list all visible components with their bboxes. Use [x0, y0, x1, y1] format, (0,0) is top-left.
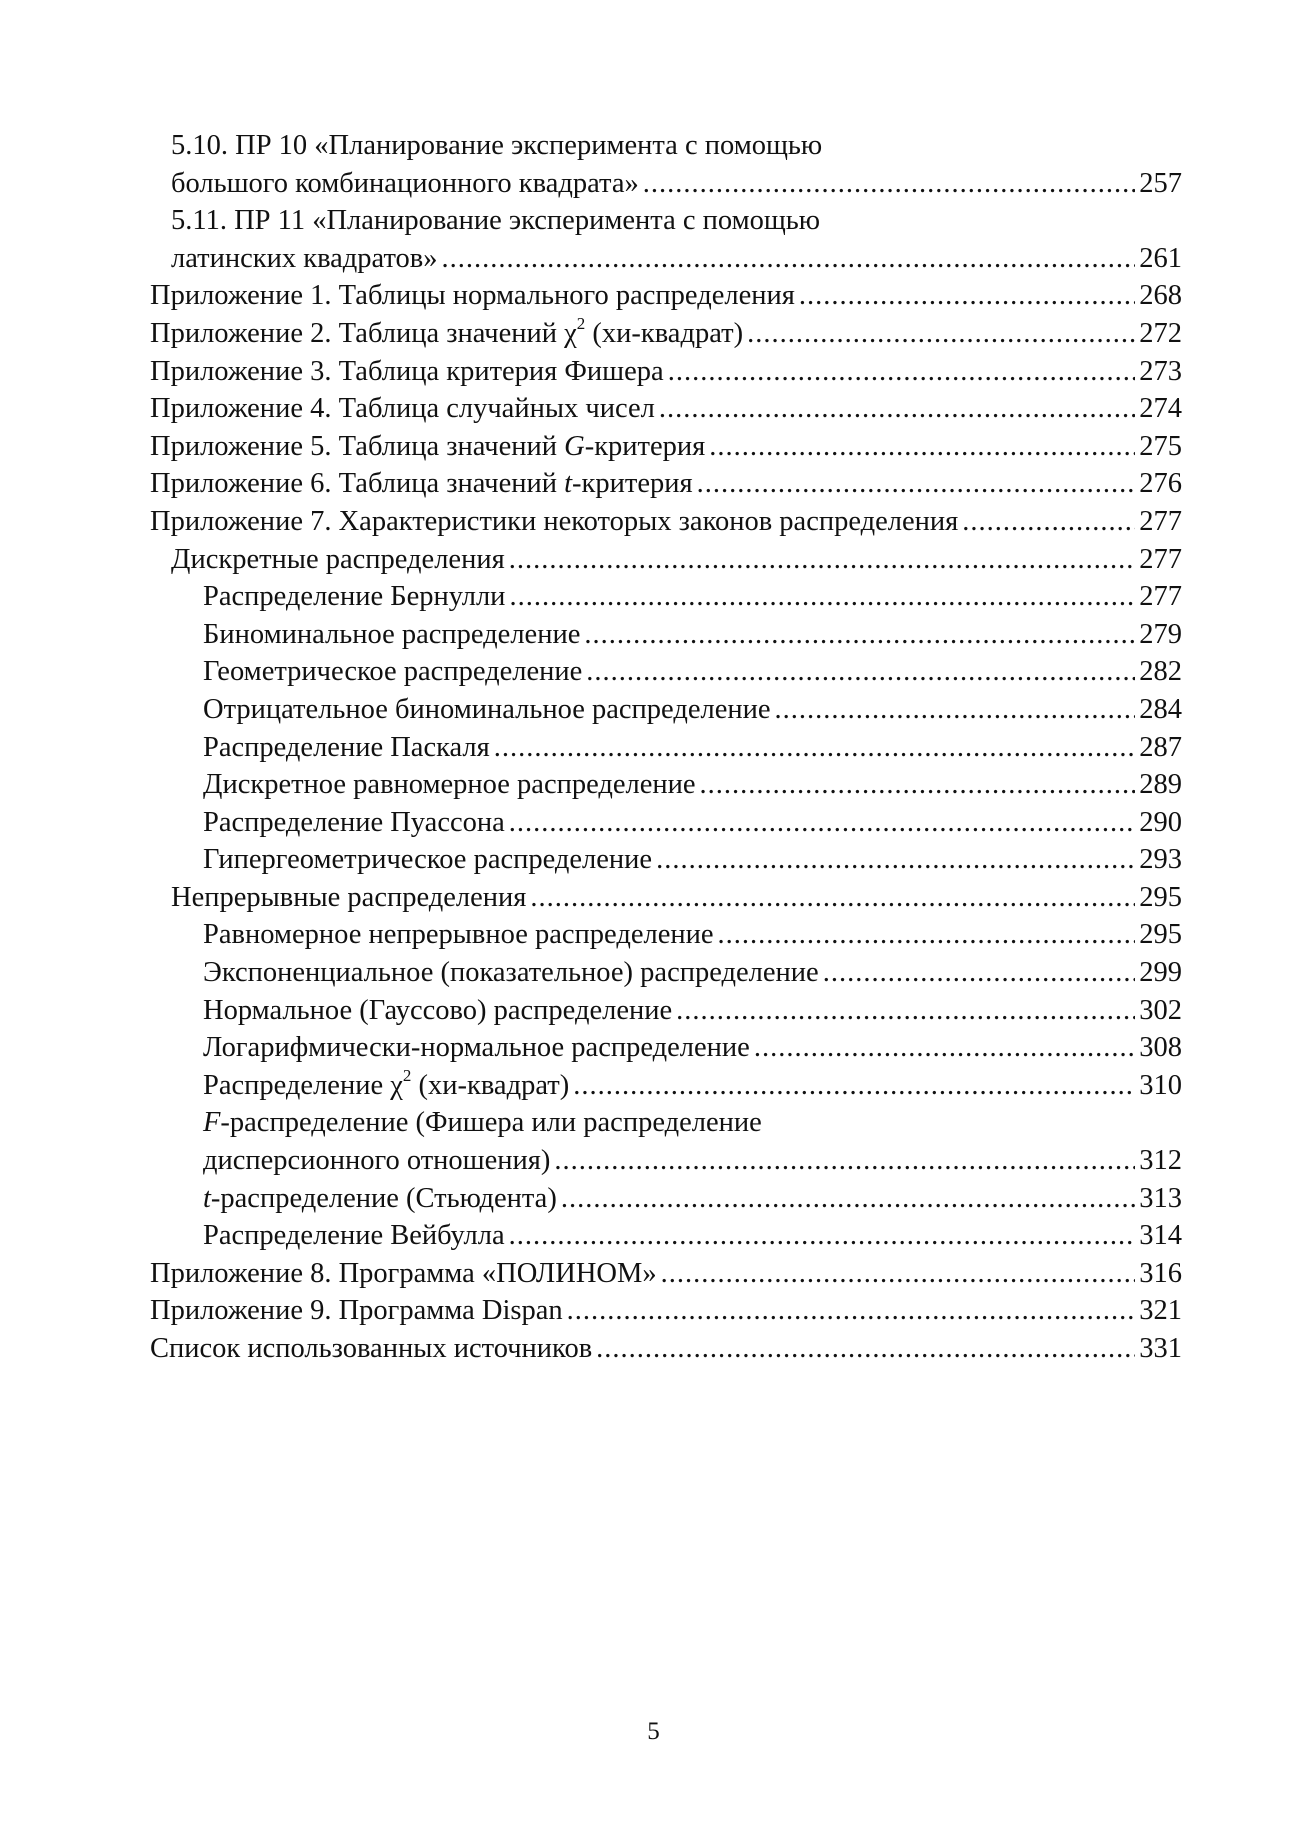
toc-entry-hypergeometric[interactable] — [150, 841, 1182, 879]
toc-entry-appendix-6[interactable] — [150, 465, 1182, 503]
toc-entry-lognormal[interactable] — [150, 1029, 1182, 1067]
italic-symbol: G — [564, 430, 585, 462]
toc-page-number: 274 — [1139, 393, 1182, 425]
toc-entry-title: Приложение 4. Таблица случайных чисел — [150, 393, 655, 425]
title-part: Приложение 2. Таблица значений χ — [150, 317, 577, 349]
superscript: 2 — [402, 1065, 412, 1085]
dot-leader — [509, 541, 1136, 579]
toc-entry-title — [203, 1067, 569, 1105]
toc-entry-title: Логарифмически-нормальное распределение — [203, 1032, 750, 1064]
title-part: (хи-квадрат) — [411, 1069, 570, 1101]
toc-entry-title: Гипергеометрическое распределение — [203, 844, 653, 876]
toc-page-number: 313 — [1139, 1182, 1182, 1214]
toc-page-number: 282 — [1139, 656, 1182, 688]
italic-symbol: t — [564, 468, 573, 500]
toc-entry-title: Распределение Бернулли — [203, 581, 506, 613]
toc-page-number: 268 — [1139, 280, 1182, 312]
toc-entry-title — [150, 465, 693, 503]
dot-leader — [823, 954, 1136, 992]
italic-symbol: F — [203, 1107, 221, 1139]
toc-page-number: 275 — [1139, 430, 1182, 462]
toc-entry-title — [203, 1180, 557, 1218]
toc-entry-weibull[interactable] — [150, 1217, 1182, 1255]
table-of-contents — [150, 127, 1182, 1368]
toc-entry-title: Биноминальное распределение — [203, 618, 581, 650]
toc-page-number: 279 — [1139, 618, 1182, 650]
dot-leader — [754, 1029, 1135, 1067]
toc-entry-appendix-2[interactable] — [150, 315, 1182, 353]
toc-page-number: 276 — [1139, 468, 1182, 500]
toc-page-number: 312 — [1139, 1145, 1182, 1177]
toc-entry-pascal[interactable] — [150, 729, 1182, 767]
title-part: -критерия — [572, 468, 693, 500]
dot-leader — [668, 353, 1136, 391]
toc-entry-appendix-9[interactable] — [150, 1292, 1182, 1330]
toc-entry-title: большого комбинационного квадрата» — [171, 167, 639, 199]
dot-leader — [596, 1330, 1135, 1368]
toc-page-number: 331 — [1139, 1333, 1182, 1364]
toc-entry-poisson[interactable] — [150, 804, 1182, 842]
dot-leader — [643, 165, 1136, 203]
toc-entry-title: дисперсионного отношения) — [203, 1145, 551, 1177]
dot-leader — [656, 841, 1135, 879]
title-part: Приложение 5. Таблица значений — [150, 430, 565, 462]
title-part: Распределение χ — [203, 1069, 403, 1101]
toc-entry-appendix-4[interactable] — [150, 390, 1182, 428]
dot-leader — [659, 390, 1135, 428]
toc-entry-title: Геометрическое распределение — [203, 656, 583, 688]
toc-entry-pr10[interactable] — [150, 127, 1182, 202]
toc-entry-title: Приложение 3. Таблица критерия Фишера — [150, 355, 664, 387]
toc-page-number: 277 — [1139, 505, 1182, 537]
toc-page-number: 257 — [1139, 167, 1182, 199]
dot-leader — [530, 879, 1135, 917]
toc-entry-title: Приложение 8. Программа «ПОЛИНОМ» — [150, 1257, 657, 1289]
toc-entry-title: Распределение Вейбулла — [203, 1220, 505, 1252]
toc-entry-title: Дискретные распределения — [171, 543, 505, 575]
title-part: Приложение 6. Таблица значений — [150, 468, 565, 500]
toc-entry-title: Отрицательное биноминальное распределение — [203, 693, 771, 725]
toc-entry-uniform[interactable] — [150, 916, 1182, 954]
dot-leader — [509, 804, 1135, 842]
dot-leader — [747, 315, 1135, 353]
toc-entry-title-line1: 5.10. ПР 10 «Планирование эксперимента с помощью — [171, 130, 823, 161]
dot-leader — [573, 1067, 1135, 1105]
dot-leader — [661, 1255, 1136, 1293]
dot-leader — [709, 428, 1135, 466]
toc-entry-chi-square[interactable] — [150, 1067, 1182, 1105]
toc-entry-title: Распределение Пуассона — [203, 806, 505, 838]
toc-page-number: 289 — [1139, 769, 1182, 801]
title-part: -критерия — [584, 430, 706, 462]
toc-entry-title: Приложение 9. Программа Dispan — [150, 1295, 563, 1327]
toc-entry-appendix-7[interactable] — [150, 503, 1182, 541]
toc-entry-title: Приложение 7. Характеристики некоторых законов распределения — [150, 505, 959, 537]
toc-entry-discrete-uniform[interactable] — [150, 766, 1182, 804]
toc-page-number: 302 — [1139, 994, 1182, 1026]
toc-entry-title: Непрерывные распределения — [171, 881, 527, 913]
toc-entry-appendix-8[interactable] — [150, 1255, 1182, 1293]
superscript: 2 — [576, 313, 586, 333]
dot-leader — [962, 503, 1135, 541]
dot-leader — [442, 240, 1136, 278]
toc-entry-binomial[interactable] — [150, 616, 1182, 654]
dot-leader — [554, 1142, 1135, 1180]
toc-page-number: 321 — [1139, 1295, 1182, 1327]
dot-leader — [494, 729, 1135, 767]
toc-entry-title: Равномерное непрерывное распределение — [203, 919, 714, 951]
title-part: -распределение (Стьюдента) — [210, 1182, 557, 1214]
toc-entry-bernoulli[interactable] — [150, 578, 1182, 616]
dot-leader — [676, 992, 1135, 1030]
toc-page-number: 308 — [1139, 1032, 1182, 1064]
dot-leader — [567, 1292, 1136, 1330]
toc-entry-title: Нормальное (Гауссово) распределение — [203, 994, 673, 1026]
toc-entry-appendix-3[interactable] — [150, 353, 1182, 391]
dot-leader — [775, 691, 1136, 729]
toc-page-number: 287 — [1139, 731, 1182, 763]
toc-entry-title — [150, 315, 743, 353]
toc-page-number: 277 — [1139, 543, 1182, 575]
toc-page-number: 310 — [1139, 1069, 1182, 1101]
toc-page-number: 314 — [1139, 1220, 1182, 1252]
toc-entry-negative-binomial[interactable] — [150, 691, 1182, 729]
toc-entry-continuous[interactable] — [150, 879, 1182, 917]
toc-entry-t-distribution[interactable] — [150, 1180, 1182, 1218]
toc-entry-pr11[interactable] — [150, 202, 1182, 277]
toc-entry-title: Распределение Паскаля — [203, 731, 490, 763]
dot-leader — [509, 1217, 1136, 1255]
toc-page-number: 261 — [1139, 242, 1182, 274]
toc-page-number: 295 — [1139, 919, 1182, 951]
dot-leader — [700, 766, 1136, 804]
toc-page-number: 316 — [1139, 1257, 1182, 1289]
toc-page-number: 284 — [1139, 693, 1182, 725]
toc-page-number: 295 — [1139, 881, 1182, 913]
dot-leader — [561, 1180, 1135, 1218]
toc-entry-references[interactable] — [150, 1330, 1182, 1368]
toc-page-number: 299 — [1139, 957, 1182, 989]
toc-entry-title: Список использованных источников — [150, 1333, 593, 1364]
dot-leader — [509, 578, 1135, 616]
dot-leader — [697, 465, 1136, 503]
toc-entry-title-line1 — [203, 1104, 1182, 1142]
dot-leader — [586, 653, 1135, 691]
toc-entry-title-line1: 5.11. ПР 11 «Планирование эксперимента с помощью — [171, 205, 821, 237]
toc-page-number: 272 — [1139, 317, 1182, 349]
toc-entry-geometric[interactable] — [150, 653, 1182, 691]
toc-page-number: 293 — [1139, 844, 1182, 876]
page-number: 5 — [647, 1718, 660, 1745]
toc-entry-title: Экспоненциальное (показательное) распределение — [203, 957, 819, 989]
toc-entry-title — [150, 428, 705, 466]
toc-page-number: 277 — [1139, 581, 1182, 613]
toc-page-number: 273 — [1139, 355, 1182, 387]
toc-entry-f-distribution[interactable] — [150, 1104, 1182, 1179]
toc-entry-discrete[interactable] — [150, 541, 1182, 579]
toc-entry-appendix-5[interactable] — [150, 428, 1182, 466]
title-part: (хи-квадрат) — [585, 317, 744, 349]
italic-symbol: t — [203, 1182, 211, 1214]
dot-leader — [718, 916, 1136, 954]
toc-entry-title: латинских квадратов» — [171, 242, 438, 274]
dot-leader — [584, 616, 1135, 654]
toc-entry-title: Приложение 1. Таблицы нормального распределения — [150, 280, 795, 312]
toc-entry-exponential[interactable] — [150, 954, 1182, 992]
toc-entry-normal[interactable] — [150, 992, 1182, 1030]
toc-page-number: 290 — [1139, 806, 1182, 838]
toc-entry-appendix-1[interactable] — [150, 277, 1182, 315]
dot-leader — [799, 277, 1135, 315]
title-part: -распределение (Фишера или распределение — [220, 1107, 762, 1139]
toc-entry-title: Дискретное равномерное распределение — [203, 769, 696, 801]
